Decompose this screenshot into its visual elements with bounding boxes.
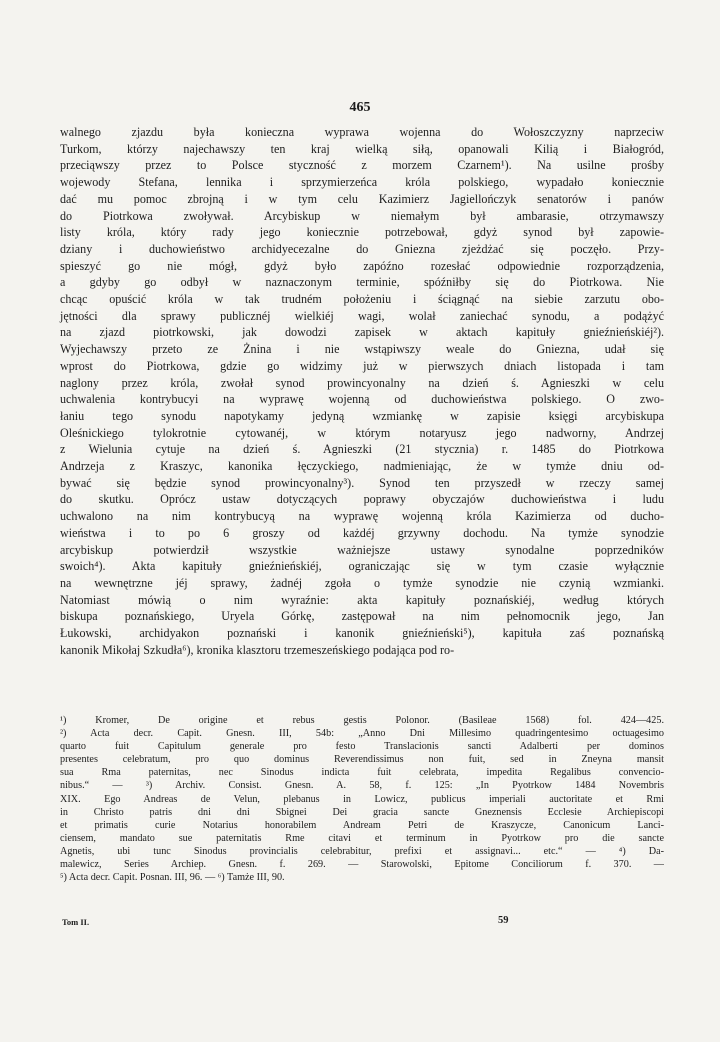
body-text-line: uchwalenia kontrybucyi na wyprawę wojenną od duchowieństwa polskiego. O zwo- <box>60 392 664 407</box>
body-text-line: walnego zjazdu była konieczna wyprawa wojenna do Wołoszczyzny naprzeciw <box>60 125 664 139</box>
body-text-line: swoich⁴). Akta kapituły gnieźnieńskiéj, ograniczając się w tym czasie wyłącznie <box>60 559 664 574</box>
body-text-line: do skutku. Oprócz ustaw dotyczących poprawy obyczajów duchowieństwa i ludu <box>60 492 664 507</box>
page-number: 465 <box>349 100 371 115</box>
body-text-line: spieszyć go nie mógł, gdyż było zapóźno rozesłać odpowiednie rozporządzenia, <box>60 258 664 273</box>
body-text-line: biskupa poznańskiego, Uryela Górkę, zastępował na nim pełnomocnik jego, Jan <box>60 609 664 624</box>
footnote-line: XIX. Ego Andreas de Velun, plebanus in Lowicz, publicus imperiali auctoritate et Rmi <box>60 793 664 805</box>
volume-marker: Tom II. <box>62 917 90 927</box>
footnotes <box>60 714 664 884</box>
footnote-line: ciensem, mandato sue paternitatis Rme citavi et terminum in Pyotrkow pro die sancte <box>60 832 664 844</box>
body-text-line: wojewody Stefana, lennika i sprzymierzeńca króla polskiego, wypadało koniecznie <box>60 175 664 190</box>
body-text-line: wieństwa i to po 6 groszy od każdéj grzywny dochodu. Na tymże synodzie <box>60 525 664 540</box>
body-text-line: Andrzeja z Kraszyc, kanonika łęczyckiego, nadmieniając, że w tymże dniu od- <box>60 459 664 474</box>
body-text-line: Łukowski, archidyakon poznański i kanonik gnieźnieński⁵), kapituła zaś poznańską <box>60 626 664 641</box>
body-text <box>60 124 664 659</box>
body-text-line: wprost do Piotrkowa, gdzie go widzimy już w pierwszych dniach listopada i tam <box>60 358 664 373</box>
body-text-line: przeciąwszy przez to Polsce styczność z morzem Czarnem¹). Na usilne prośby <box>60 158 664 173</box>
footnote-line: ⁵) Acta decr. Capit. Posnan. III, 96. — ⁶) Tamże III, 90. <box>60 872 285 884</box>
footnote-line: et primatis curie Notarius honorabilem Andream Petri de Kraszycze, Canonicum Lanci- <box>60 819 664 831</box>
body-text-line: jętności dla sprawy publicznéj wielkiéj wagi, wolał zaniechać synodu, a podążyć <box>60 308 664 323</box>
footnote-line: ²) Acta decr. Capit. Gnesn. III, 54b: „Anno Dni Millesimo quadringentesimo octuagesimo <box>60 728 664 740</box>
body-text-line: Turkom, którzy najechawszy ten kraj wielką siłą, opanowali Kilią i Białogród, <box>60 141 664 156</box>
body-text-line: arcybiskup potwierdził wszystkie ważniejsze ustawy synodalne poprzedników <box>60 542 664 557</box>
footnote-line: nibus.“ — ³) Archiv. Consist. Gnesn. A. 58, f. 125: „In Pyotrkow 1484 Novembris <box>60 780 664 792</box>
body-text-line: Wyjechawszy przeto ze Żnina i nie wstąpiwszy weale do Gniezna, udał się <box>60 342 664 357</box>
footnote-line: Agnetis, ubi tunc Sinodus provincialis celebrabitur, prefixi et assignavi... etc.“ — ⁴) Da- <box>60 845 664 857</box>
body-text-line: Natomiast mówią o nim wyraźnie: akta kapituły poznańskiéj, według których <box>60 592 664 607</box>
body-text-line: łaniu tego synodu napotykamy jedyną wzmiankę w zapisie księgi arcybiskupa <box>60 408 664 423</box>
footnote-line: in Christo patris dni dni Sbignei Dei gracia sancte Gneznensis Ecclesie Archiepiscopi <box>60 806 664 818</box>
body-text-line: kanonik Mikołaj Szkudła⁶), kronika klasztoru trzemeszeńskiego podająca pod ro- <box>60 642 455 657</box>
footnote-line: malewicz, Series Archiep. Gnesn. f. 269. — Starowolski, Epitome Conciliorum f. 370. — <box>60 859 664 871</box>
body-text-line: chcąc opuścić króla w tak trudném położeniu i ściągnąć na siebie zarzutu obo- <box>60 292 664 307</box>
body-text-line: na wewnętrzne jéj sprawy, żadnéj zgoła o tymże synodzie nie czynią wzmianki. <box>60 575 664 590</box>
footnote-line: quarto fuit Capitulum generale pro festo Translacionis sancti Adalberti per dominos <box>60 741 664 753</box>
body-text-line: Oleśnickiego tylokrotnie cytowanéj, w którym notaryusz jego nadworny, Andrzej <box>60 425 664 440</box>
body-text-line: na zjazd piotrkowski, jak dowodzi zapisek w aktach kapituły gnieźnieńskiéj²). <box>60 325 664 340</box>
body-text-line: dać mu pomoc zbrojną i w tym celu Kazimierz Jagiellończyk senatorów i panów <box>60 191 664 206</box>
body-text-line: dziany i duchowieństwo archidyecezalne do Gniezna zjeżdżać się poczęło. Przy- <box>60 241 664 256</box>
printer-signature: 59 <box>498 915 509 926</box>
body-text-line: listy króla, który rady jego koniecznie potrzebował, gdyż synod był zapowie- <box>60 225 664 240</box>
footnote-line: presentes celebratum, pro quo dominus Reverendissimus non fuit, sed in Zneyna mansit <box>60 754 664 766</box>
body-text-line: do Piotrkowa zwoływał. Arcybiskup w niemałym był ambarasie, otrzymawszy <box>60 208 664 223</box>
body-text-line: uchwalono na nim kontrybucyą na wyprawę wojenną króla Kazimierza od ducho- <box>60 509 664 524</box>
footnote-line: ¹) Kromer, De origine et rebus gestis Polonor. (Basileae 1568) fol. 424—425. <box>60 715 664 726</box>
body-text-line: a gdyby go odbył w naznaczonym terminie, spóźniłby się do Piotrkowa. Nie <box>60 275 664 290</box>
footnote-line: sua Rma paternitas, nec Sinodus indicta fuit celebrata, impedita Regalibus convencio- <box>60 767 664 779</box>
body-text-line: bywać się będzie synod prowincyonalny³). Synod ten przyszedł w rzeczy samej <box>60 475 664 490</box>
body-text-line: z Wielunia cytuje na dzień ś. Agnieszki (21 stycznia) r. 1485 do Piotrkowa <box>60 442 664 457</box>
body-text-line: naglony przez króla, zwołał synod prowincyonalny na dzień ś. Agnieszki w celu <box>60 375 664 390</box>
